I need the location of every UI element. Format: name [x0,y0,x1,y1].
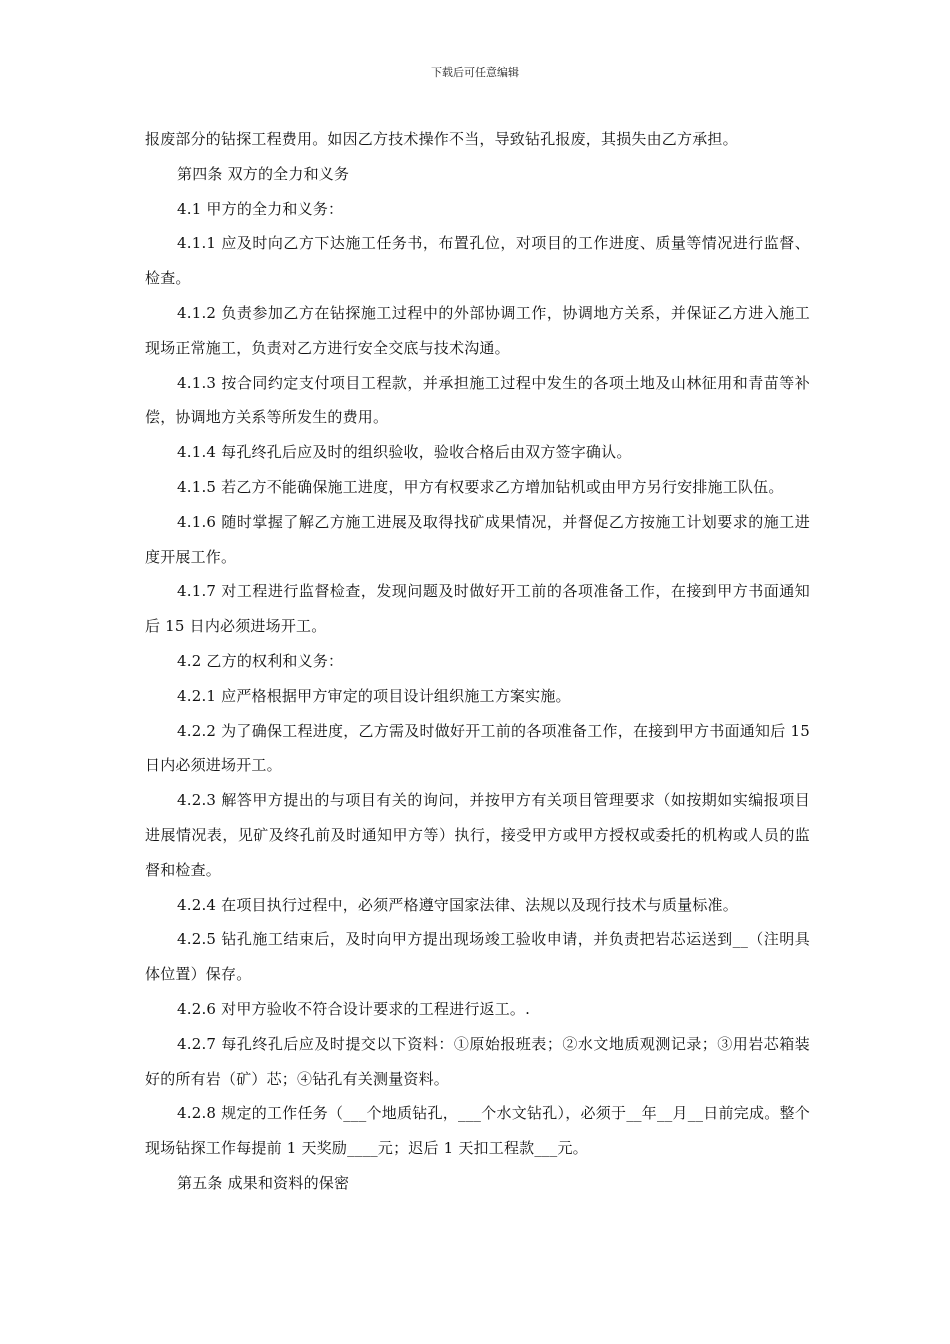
clause-4-2-3: 4.2.3 解答甲方提出的与项目有关的询问，并按甲方有关项目管理要求（如按期如实编报项目进展情况表，见矿及终孔前及时通知甲方等）执行，接受甲方或甲方授权或委托的机构或人员的监督和检查。 [145,791,810,879]
clause-4-2-5: 4.2.5 钻孔施工结束后，及时向甲方提出现场竣工验收申请，并负责把岩芯运送到__（注明具体位置）保存。 [145,930,810,984]
clause-4-2-6: 4.2.6 对甲方验收不符合设计要求的工程进行返工。. [177,999,531,1018]
clause-4-1-3: 4.1.3 按合同约定支付项目工程款，并承担施工过程中发生的各项土地及山林征用和青苗等补偿，协调地方关系等所发生的费用。 [145,373,810,427]
clause-4-2-7: 4.2.7 每孔终孔后应及时提交以下资料：①原始报班表；②水文地质观测记录；③用岩芯箱装好的所有岩（矿）芯；④钻孔有关测量资料。 [145,1034,810,1088]
subsection-heading: 4.1 甲方的全力和义务： [177,199,344,218]
clause-4-2-8: 4.2.8 规定的工作任务（___个地质钻孔，___个水文钻孔），必须于__年__月__日前完成。整个现场钻探工作每提前 1 天奖励____元；迟后 1 天扣工程款___元。 [145,1104,810,1158]
clause-4-1-2: 4.1.2 负责参加乙方在钻探施工过程中的外部协调工作，协调地方关系，并保证乙方进入施工现场正常施工，负责对乙方进行安全交底与技术沟通。 [145,303,810,357]
clause-4-1-5: 4.1.5 若乙方不能确保施工进度，甲方有权要求乙方增加钻机或由甲方另行安排施工队伍。 [177,477,784,496]
clause-4-2-2: 4.2.2 为了确保工程进度，乙方需及时做好开工前的各项准备工作，在接到甲方书面通知后 15 日内必须进场开工。 [145,721,810,775]
clause-4-1-7: 4.1.7 对工程进行监督检查，发现问题及时做好开工前的各项准备工作，在接到甲方书面通知后 15 日内必须进场开工。 [145,582,810,636]
clause-4-2-4: 4.2.4 在项目执行过程中，必须严格遵守国家法律、法规以及现行技术与质量标准。 [177,895,738,914]
paragraph: 报废部分的钻探工程费用。如因乙方技术操作不当，导致钻孔报废，其损失由乙方承担。 [145,130,738,148]
subsection-heading: 4.2 乙方的权利和义务： [177,651,344,670]
clause-4-2-1: 4.2.1 应严格根据甲方审定的项目设计组织施工方案实施。 [177,686,571,705]
clause-4-1-6: 4.1.6 随时掌握了解乙方施工进展及取得找矿成果情况，并督促乙方按施工计划要求的施工进度开展工作。 [145,512,810,566]
section-heading: 第四条 双方的全力和义务 [177,164,350,183]
document-body [145,122,810,1201]
clause-4-1-1: 4.1.1 应及时向乙方下达施工任务书，布置孔位，对项目的工作进度、质量等情况进行监督、检查。 [145,234,810,288]
clause-4-1-4: 4.1.4 每孔终孔后应及时的组织验收，验收合格后由双方签字确认。 [177,443,632,462]
page-header: 下载后可任意编辑 [431,66,519,79]
section-heading: 第五条 成果和资料的保密 [177,1173,350,1192]
